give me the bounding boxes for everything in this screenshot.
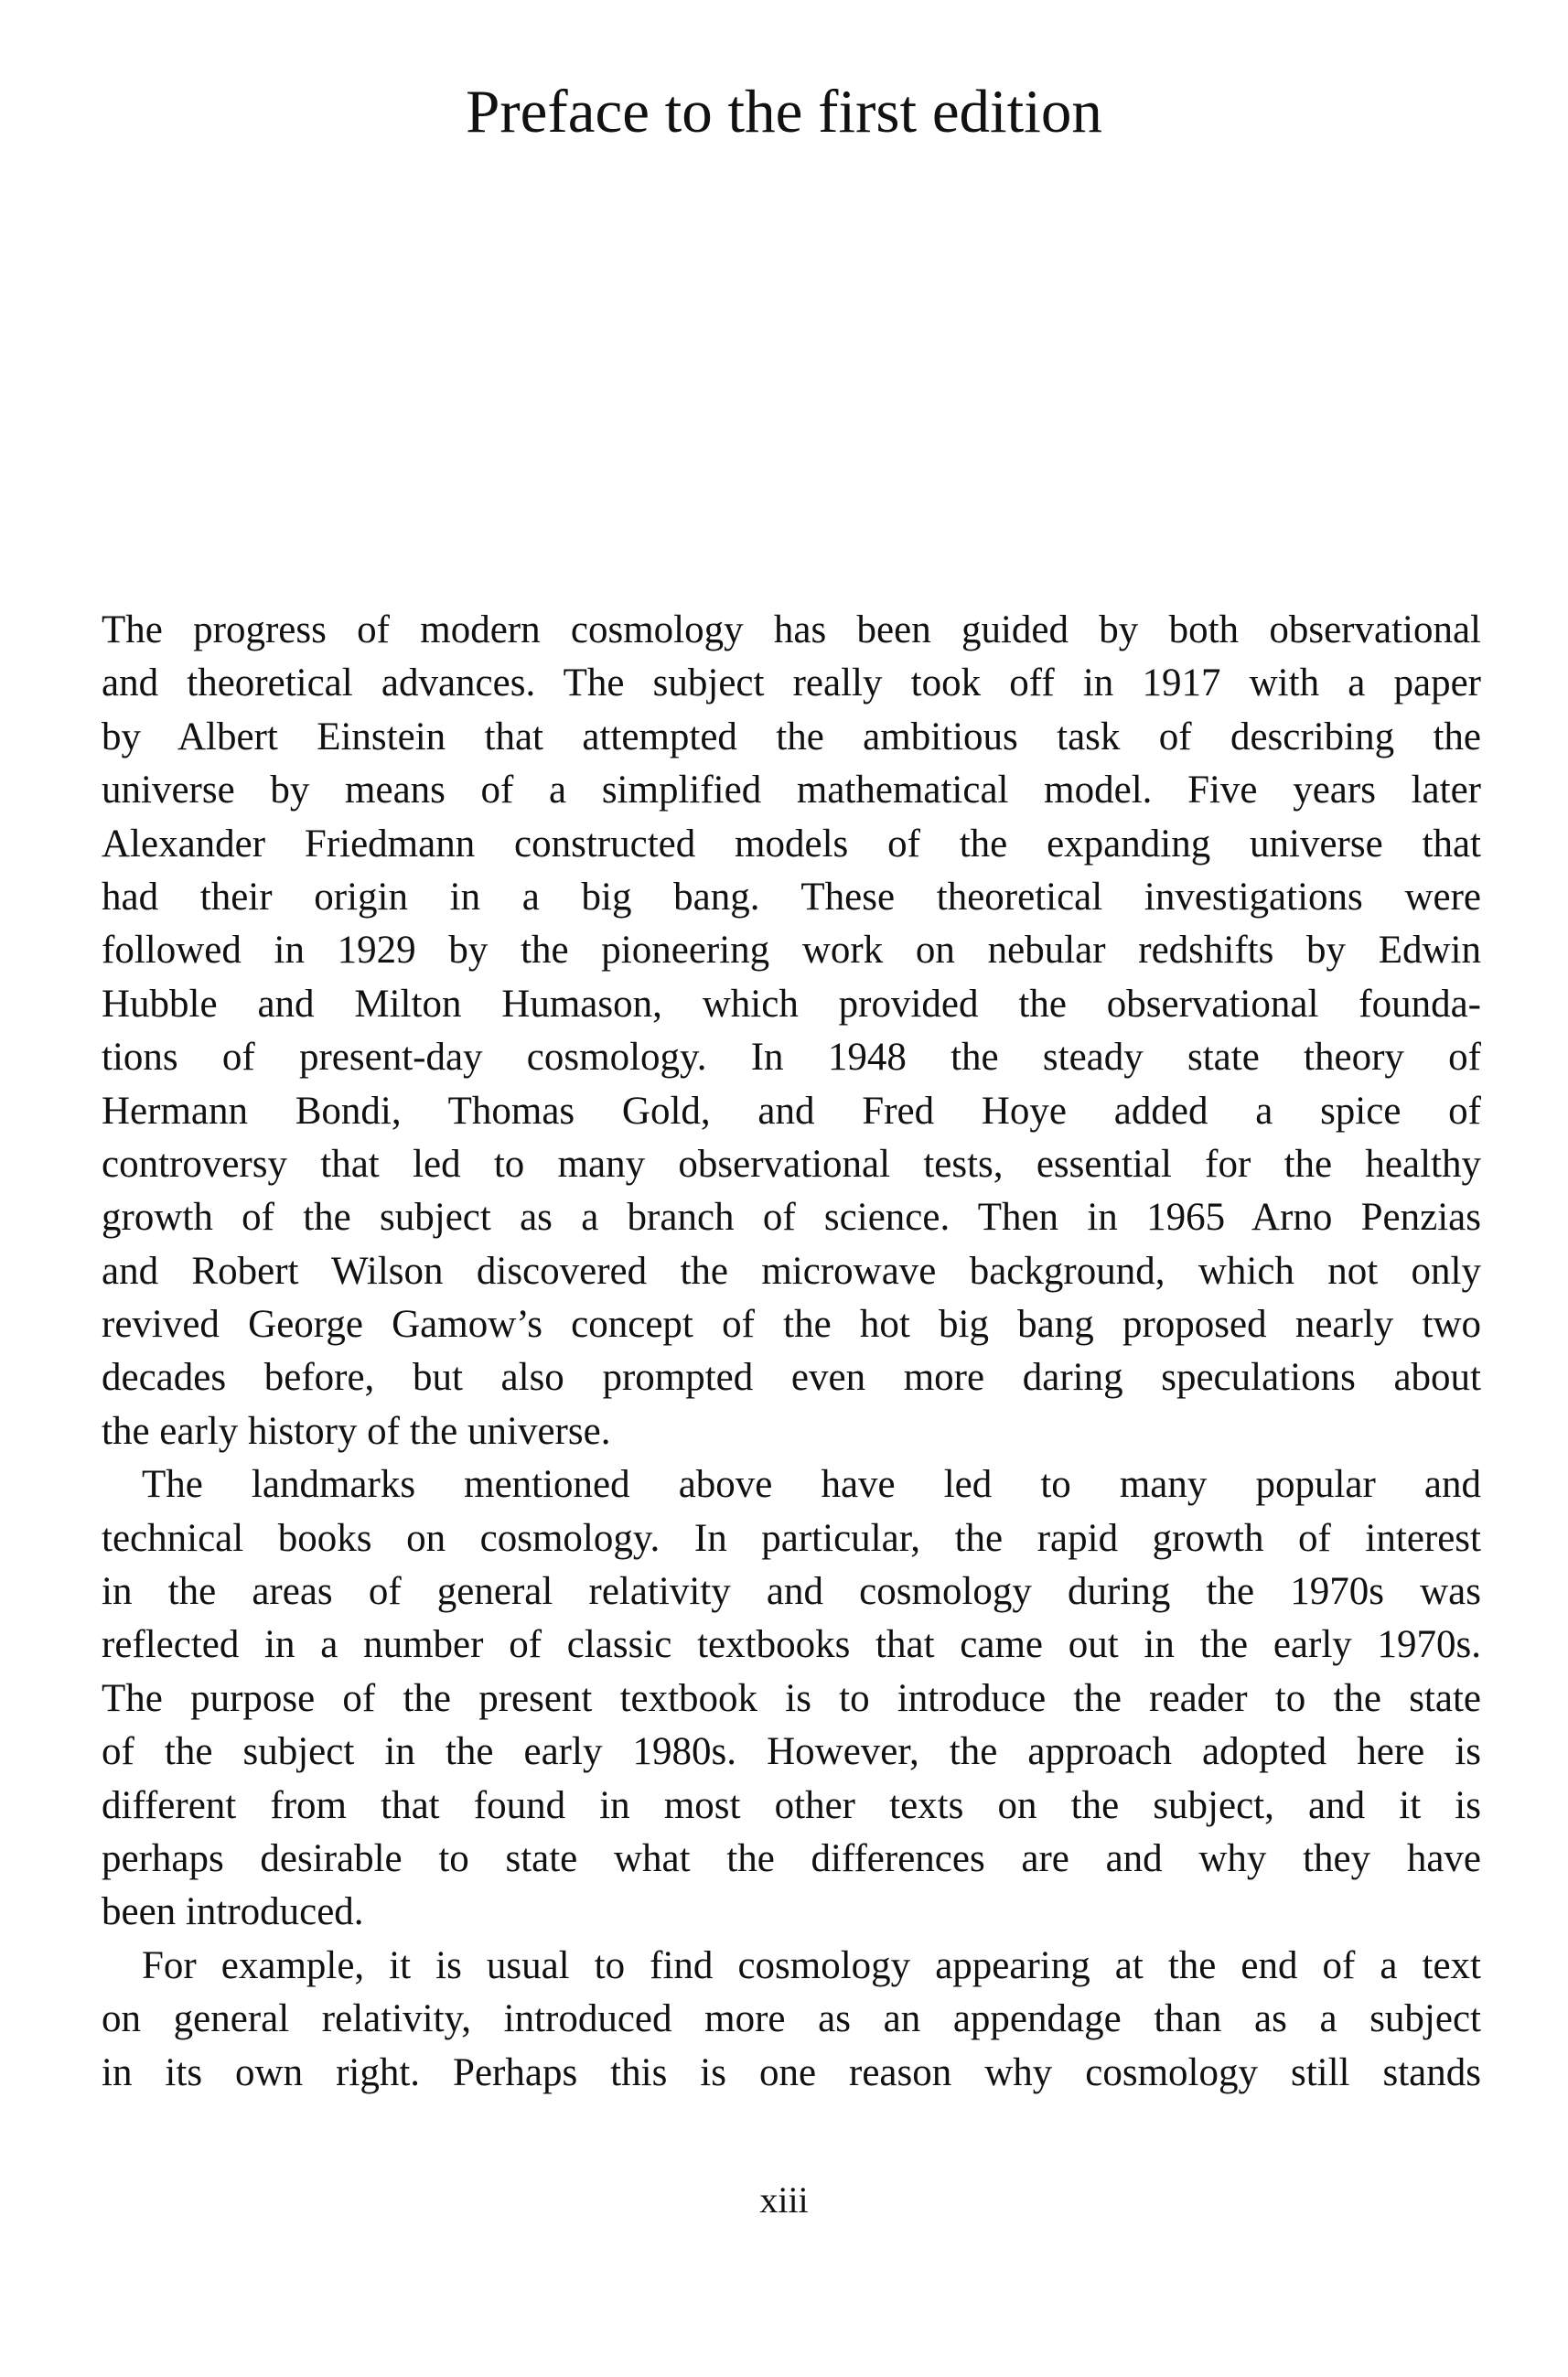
- text-line: The landmarks mentioned above have led to many popular and: [142, 1463, 1481, 1507]
- text-line: been introduced.: [102, 1890, 364, 1934]
- text-line: reflected in a number of classic textbooks that came out in the early 1970s.: [102, 1623, 1481, 1667]
- text-line: decades before, but also prompted even more daring speculations about: [102, 1356, 1481, 1400]
- text-line: tions of present-day cosmology. In 1948 the steady state theory of: [102, 1036, 1481, 1080]
- text-line: universe by means of a simplified mathematical model. Five years later: [102, 769, 1481, 812]
- text-line: Hubble and Milton Humason, which provided the observational founda-: [102, 982, 1481, 1026]
- text-line: the early history of the universe.: [102, 1409, 611, 1453]
- preface-body: [102, 604, 1481, 2100]
- text-line: technical books on cosmology. In particular, the rapid growth of interest: [102, 1516, 1481, 1560]
- text-line: in the areas of general relativity and cosmology during the 1970s was: [102, 1570, 1481, 1614]
- text-line: had their origin in a big bang. These theoretical investigations were: [102, 875, 1481, 919]
- page-title: Preface to the first edition: [466, 78, 1102, 145]
- text-line: in its own right. Perhaps this is one reason why cosmology still stands: [102, 2050, 1481, 2094]
- text-line: and theoretical advances. The subject really took off in 1917 with a paper: [102, 661, 1481, 705]
- text-line: different from that found in most other texts on the subject, and it is: [102, 1783, 1481, 1827]
- text-line: on general relativity, introduced more as an appendage than as a subject: [102, 1997, 1481, 2041]
- text-line: Hermann Bondi, Thomas Gold, and Fred Hoye added a spice of: [102, 1089, 1481, 1133]
- text-line: growth of the subject as a branch of science. Then in 1965 Arno Penzias: [102, 1196, 1481, 1240]
- text-line: by Albert Einstein that attempted the ambitious task of describing the: [102, 715, 1481, 758]
- text-line: followed in 1929 by the pioneering work on nebular redshifts by Edwin: [102, 929, 1481, 973]
- text-line: controversy that led to many observational tests, essential for the healthy: [102, 1142, 1481, 1186]
- text-line: Alexander Friedmann constructed models of the expanding universe that: [102, 822, 1481, 866]
- text-line: The purpose of the present textbook is to introduce the reader to the state: [102, 1676, 1481, 1720]
- text-line: perhaps desirable to state what the differences are and why they have: [102, 1836, 1481, 1880]
- page-number: xiii: [759, 2179, 809, 2221]
- text-line: For example, it is usual to find cosmology appearing at the end of a text: [142, 1943, 1481, 1987]
- text-line: The progress of modern cosmology has been guided by both observational: [102, 608, 1481, 651]
- text-line: of the subject in the early 1980s. However, the approach adopted here is: [102, 1730, 1481, 1774]
- text-line: revived George Gamow’s concept of the hot big bang proposed nearly two: [102, 1303, 1481, 1347]
- text-line: and Robert Wilson discovered the microwave background, which not only: [102, 1249, 1481, 1293]
